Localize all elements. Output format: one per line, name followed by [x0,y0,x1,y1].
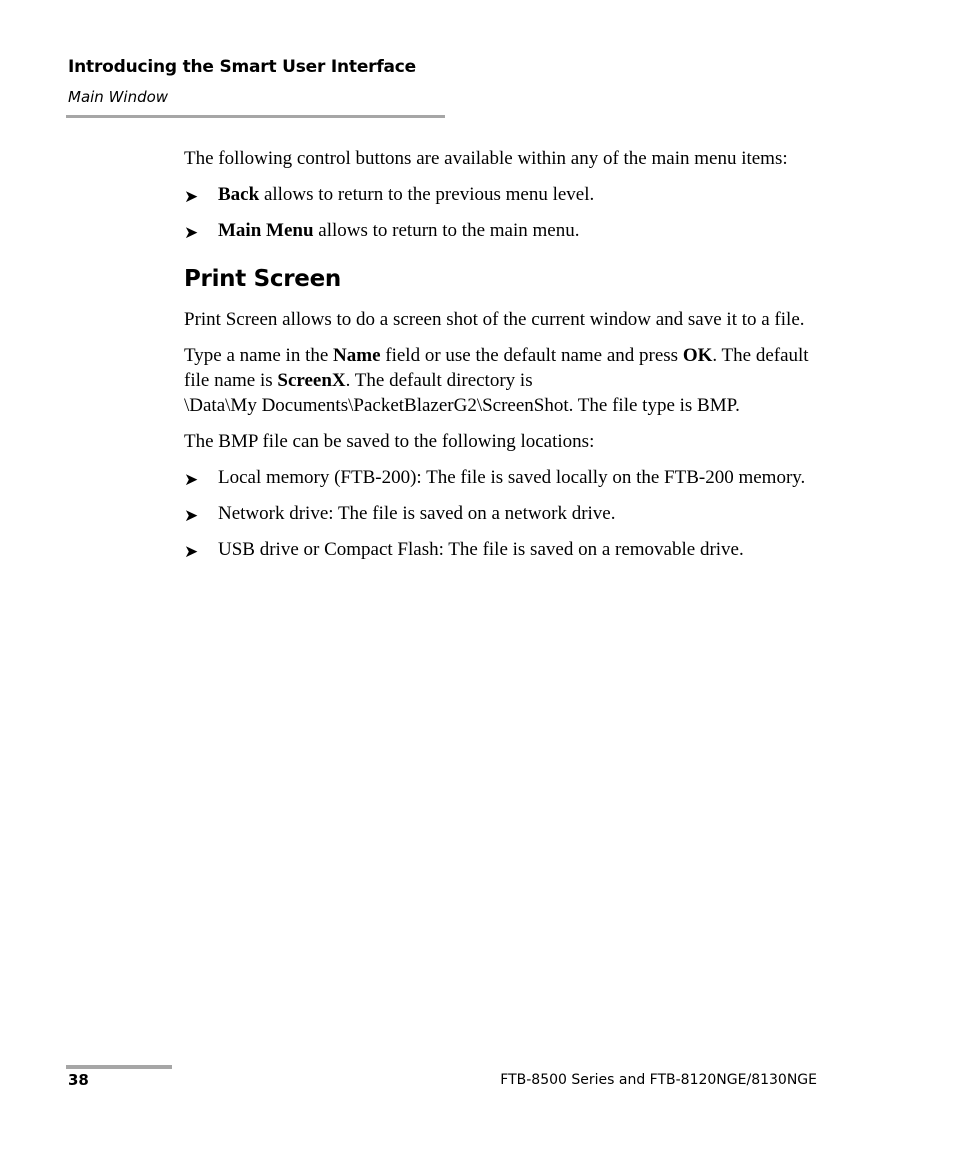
print-screen-instructions: Type a name in the Name field or use the default name and press OK. The default file name is ScreenX. The default directory is \Data\My Documents\PacketBlazerG2\ScreenShot. The file type is BMP. [184,345,809,416]
list-item [184,218,824,243]
list-item [184,182,824,207]
print-screen-heading: Print Screen [184,266,341,292]
back-description: allows to return to the previous menu level. [259,184,595,205]
arrow-bullet-icon: ➤ [184,506,199,525]
back-term: Back [218,184,260,205]
header-divider [66,115,445,118]
arrow-bullet-icon: ➤ [184,223,199,242]
ok-term: OK [682,345,713,366]
arrow-bullet-icon: ➤ [184,542,199,561]
location-local-memory: Local memory (FTB-200): The file is saved locally on the FTB-200 memory. [218,467,806,488]
arrow-bullet-icon: ➤ [184,187,199,206]
arrow-bullet-icon: ➤ [184,470,199,489]
section-subtitle: Main Window [68,88,169,106]
list-item [184,537,824,562]
location-network-drive: Network drive: The file is saved on a network drive. [218,503,616,524]
list-item [184,501,824,526]
locations-intro: The BMP file can be saved to the following locations: [184,431,595,452]
name-field-term: Name [333,345,381,366]
print-screen-intro: Print Screen allows to do a screen shot of the current window and save it to a file. [184,309,805,330]
page-number: 38 [68,1071,89,1089]
list-item [184,465,824,490]
page-content [184,146,824,573]
default-filename: ScreenX [277,370,346,391]
intro-paragraph: The following control buttons are available within any of the main menu items: [184,148,788,169]
chapter-title: Introducing the Smart User Interface [68,57,417,77]
main-menu-term: Main Menu [218,220,314,241]
default-directory: \Data\My Documents\PacketBlazerG2\ScreenShot. The file type is BMP. [184,395,740,416]
main-menu-description: allows to return to the main menu. [313,220,580,241]
footer-divider [66,1065,172,1069]
footer-product-name: FTB-8500 Series and FTB-8120NGE/8130NGE [500,1072,817,1088]
location-usb-drive: USB drive or Compact Flash: The file is saved on a removable drive. [218,539,744,560]
